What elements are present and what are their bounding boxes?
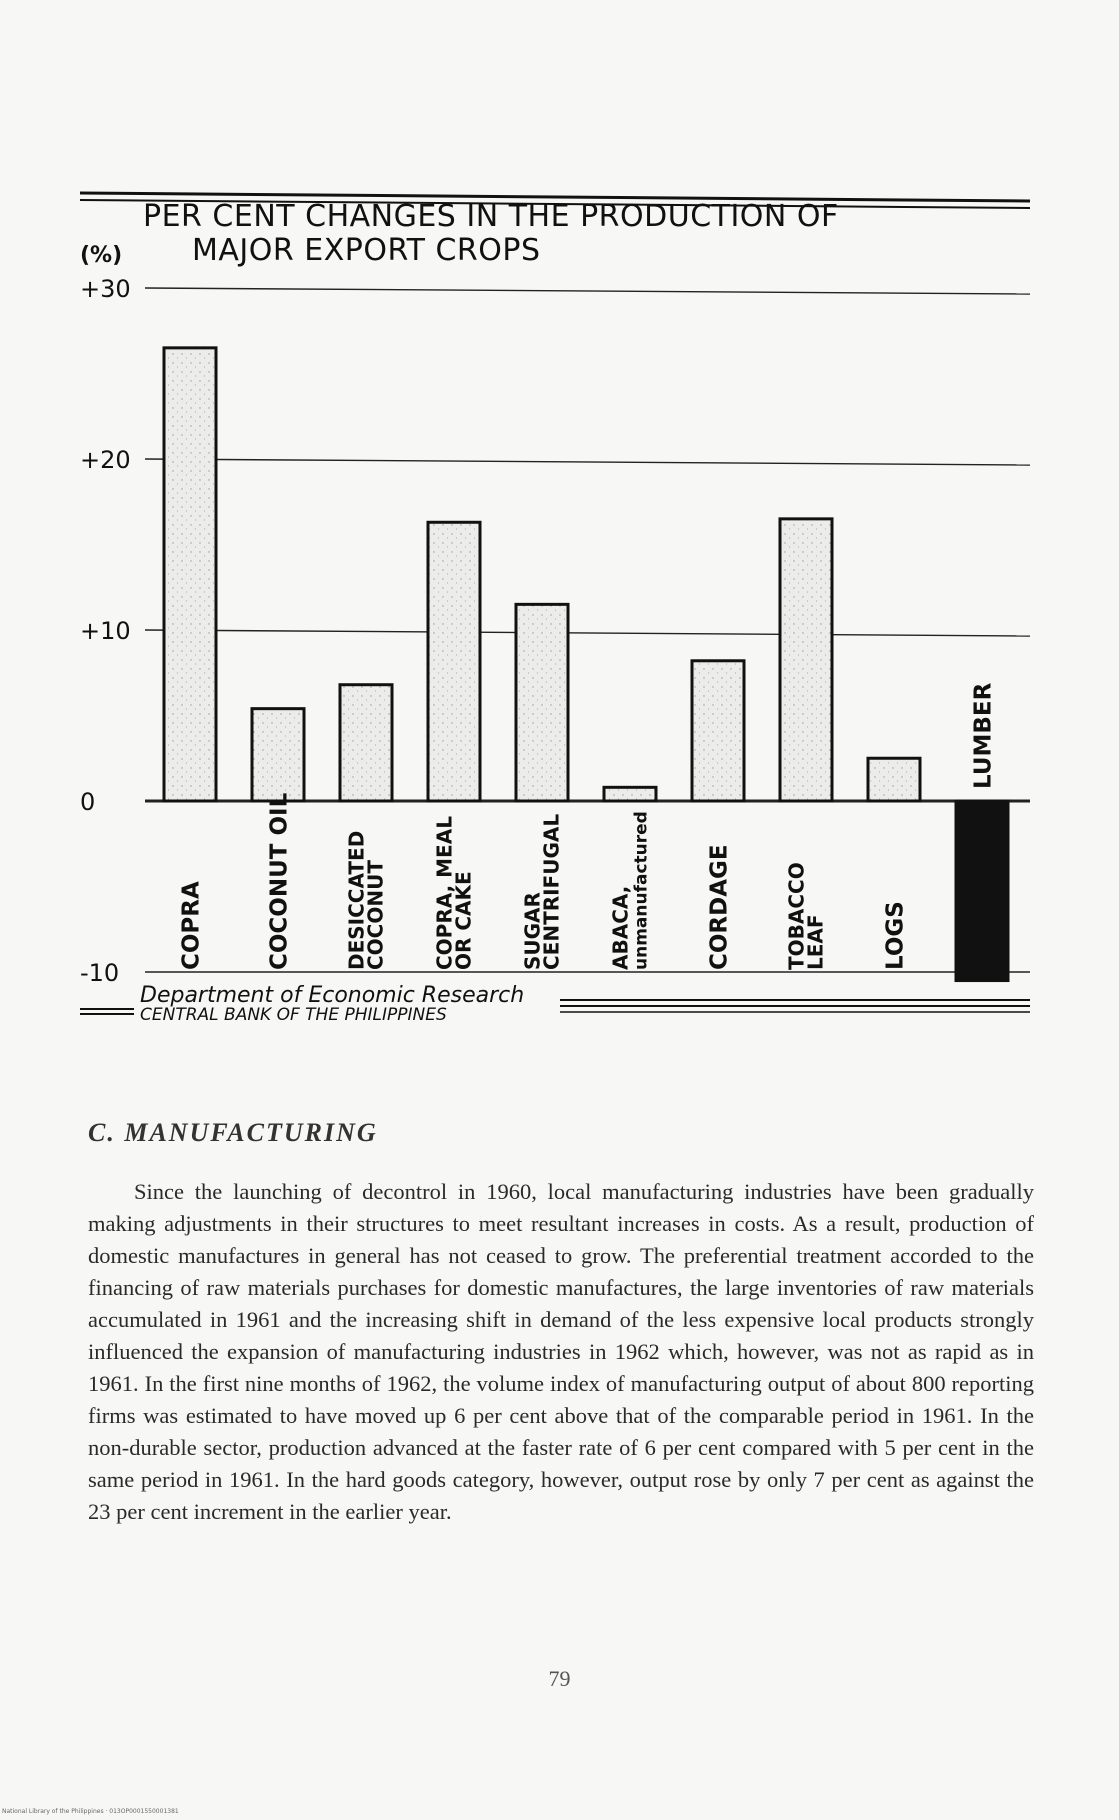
category-label — [178, 881, 204, 970]
category-label-line: CORDAGE — [706, 844, 733, 970]
grid-line — [145, 459, 1030, 465]
body-paragraph: Since the launching of decontrol in 1960, local manufacturing industries have been gradually making adjustments in their structures to meet resultant increases in costs. As a result, production of domestic manufactures in general has not ceased to grow. The preferential treatment accorded to the financing of raw materials purchases for domestic manufactures, the large inventories of raw materials accumulated in 1961 and the increasing shift in demand of the less expensive local products strongly influenced the expansion of manufacturing industries in 1962 which, however, was not as rapid as in 1961. In the first nine months of 1962, the volume index of manufacturing output of about 800 reporting firms was estimated to have moved up 6 per cent above that of the comparable period in 1961. In the non-durable sector, production advanced at the faster rate of 6 per cent compared with 5 per cent in the same period in 1961. In the hard goods category, however, output rose by only 7 per cent as against the 23 per cent increment in the earlier year. — [88, 1179, 1034, 1524]
category-label — [609, 811, 652, 970]
source-line-2: CENTRAL BANK OF THE PHILIPPINES — [140, 1005, 447, 1025]
category-label-line: COCONUT — [363, 860, 388, 970]
category-label-line: LOGS — [882, 901, 909, 970]
category-label — [521, 814, 564, 970]
y-tick-label: +30 — [80, 275, 131, 303]
bar — [428, 522, 480, 801]
bar — [164, 348, 216, 801]
bar — [252, 709, 304, 801]
page-number: 79 — [548, 1666, 571, 1691]
bar — [340, 685, 392, 801]
y-tick-label: +20 — [80, 446, 131, 474]
category-label-line: LUMBER — [970, 682, 997, 789]
category-label — [266, 792, 292, 970]
grid-line — [145, 630, 1030, 636]
y-tick-label: -10 — [80, 959, 120, 987]
bar — [780, 519, 832, 801]
category-label-line: OR CAKE — [451, 871, 476, 970]
source-line-1: Department of Economic Research — [140, 983, 525, 1008]
category-label-line: ABACA, — [608, 885, 633, 970]
category-label — [882, 901, 908, 970]
y-tick-label: +10 — [80, 617, 131, 645]
y-tick-labels — [80, 275, 131, 987]
category-label — [433, 816, 476, 970]
category-label-line: COCONUT OIL — [266, 792, 293, 970]
category-label-line: CENTRIFUGAL — [539, 813, 564, 970]
category-label — [970, 682, 996, 789]
category-label — [785, 862, 828, 970]
category-label — [345, 831, 388, 970]
category-label-line: LEAF — [803, 914, 828, 970]
category-label-line: COPRA — [178, 881, 205, 970]
footer-note: National Library of the Philippines · 013OP0001550001381 — [2, 1808, 179, 1815]
category-label-line: DESICCATED — [344, 830, 369, 970]
bar — [692, 661, 744, 801]
grid-line — [145, 288, 1030, 294]
category-label-line: TOBACCO — [784, 862, 809, 970]
category-label-line: SUGAR — [520, 892, 545, 970]
section-heading: C. MANUFACTURING — [88, 1118, 378, 1147]
y-tick-label: 0 — [80, 788, 96, 816]
category-label-line: COPRA, MEAL — [432, 816, 457, 970]
bar — [516, 604, 568, 801]
bar — [868, 758, 920, 801]
chart-title-line-2: MAJOR EXPORT CROPS — [192, 233, 541, 268]
bar — [604, 787, 656, 801]
category-label — [706, 844, 732, 970]
bar — [956, 801, 1008, 981]
y-axis-label: (%) — [80, 243, 123, 268]
category-label-line: unmanufactured — [631, 811, 652, 970]
chart-title-line-1: PER CENT CHANGES IN THE PRODUCTION OF — [143, 199, 839, 234]
